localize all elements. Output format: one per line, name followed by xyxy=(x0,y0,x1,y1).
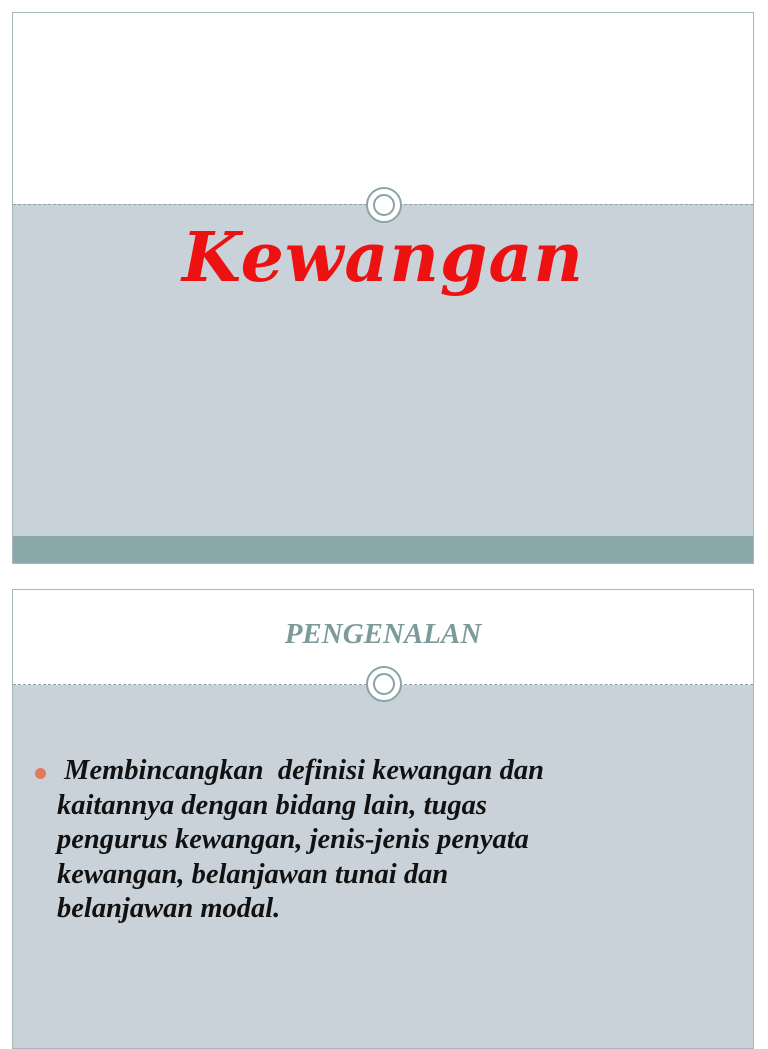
circle-ornament-icon xyxy=(366,666,402,702)
section-heading: PENGENALAN xyxy=(284,618,482,650)
slide-title xyxy=(12,12,754,564)
slide-introduction xyxy=(12,589,754,1049)
bullet-text: Membincangkan definisi kewangan dan kaitannya dengan bidang lain, tugas pengurus kewangan, jenis-jenis penyata kewangan, belanjawan tunai dan belanjawan modal. xyxy=(57,755,544,924)
bullet-list xyxy=(35,754,725,927)
list-item xyxy=(35,754,725,927)
slide-title-text: Kewangan xyxy=(182,218,584,298)
slide-footer-band xyxy=(13,536,753,563)
slide-header-area xyxy=(13,13,753,204)
bullet-dot-icon xyxy=(35,768,46,779)
